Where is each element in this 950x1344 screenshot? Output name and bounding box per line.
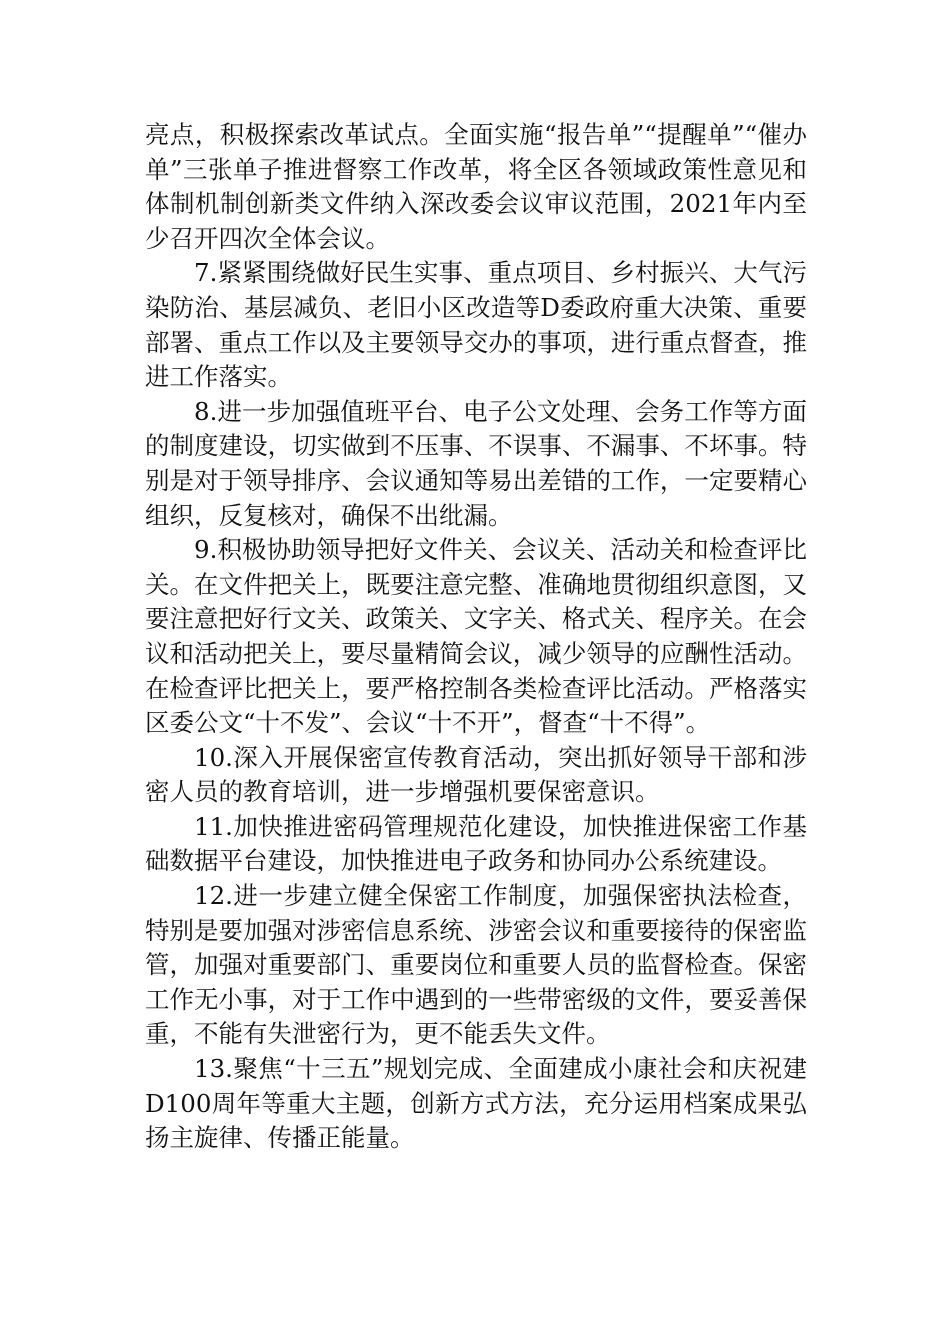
paragraph-item-8: 8.进一步加强值班平台、电子公文处理、会务工作等方面的制度建设，切实做到不压事、不误事、不漏事、不坏事。特别是对于领导排序、会议通知等易出差错的工作，一定要精心组织，反复核对，确保不出纰漏。 — [145, 396, 807, 530]
paragraph-item-13: 13.聚焦“十三五”规划完成、全面建成小康社会和庆祝建D100周年等重大主题，创新方式方法，充分运用档案成果弘扬主旋律、传播正能量。 — [145, 1054, 807, 1153]
paragraph-continuation: 亮点，积极探索改革试点。全面实施“报告单”“提醒单”“催办单”三张单子推进督察工作改革，将全区各领域政策性意见和体制机制创新类文件纳入深改委会议审议范围，2021年内至少召开四次全体会议。 — [145, 120, 807, 253]
paragraph-item-7: 7.紧紧围绕做好民生实事、重点项目、乡村振兴、大气污染防治、基层减负、老旧小区改造等D委政府重大决策、重要部署、重点工作以及主要领导交办的事项，进行重点督查，推进工作落实。 — [145, 258, 807, 392]
paragraph-item-11: 11.加快推进密码管理规范化建设，加快推进保密工作基础数据平台建设，加快推进电子政务和协同办公系统建设。 — [145, 811, 807, 876]
paragraph-item-10: 10.深入开展保密宣传教育活动，突出抓好领导干部和涉密人员的教育培训，进一步增强机要保密意识。 — [145, 742, 807, 807]
paragraph-item-12: 12.进一步建立健全保密工作制度，加强保密执法检查，特别是要加强对涉密信息系统、涉密会议和重要接待的保密监管，加强对重要部门、重要岗位和重要人员的监督检查。保密工作无小事，对于工作中遇到的一些带密级的文件，要妥善保重，不能有失泄密行为，更不能丢失文件。 — [145, 881, 807, 1049]
paragraph-item-9: 9.积极协助领导把好文件关、会议关、活动关和检查评比关。在文件把关上，既要注意完整、准确地贯彻组织意图，又要注意把好行文关、政策关、文字关、格式关、程序关。在会议和活动把关上，要尽量精简会议，减少领导的应酬性活动。在检查评比把关上，要严格控制各类检查评比活动。严格落实区委公文“十不发”、会议“十不开”，督查“十不得”。 — [145, 535, 807, 738]
document-body — [145, 118, 807, 1156]
